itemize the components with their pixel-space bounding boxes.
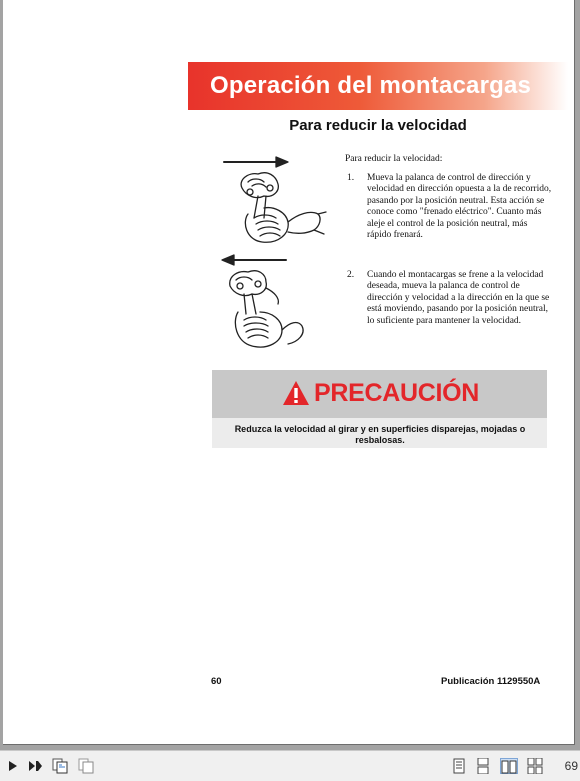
caution-title: PRECAUCIÓN (314, 379, 480, 407)
caution-box (212, 370, 547, 448)
current-page-number: 69 (564, 759, 578, 773)
play-icon[interactable] (5, 758, 21, 774)
step-number: 1. (347, 173, 355, 183)
intro-text: Para reducir la velocidad: (345, 154, 443, 164)
lever-forward-illustration (218, 152, 330, 252)
step-item (347, 173, 552, 253)
document-page (3, 0, 575, 745)
caution-text: Reduzca la velocidad al girar y en superficies disparejas, mojadas o resbalosas. (234, 424, 526, 445)
footer-publication: Publicación 1129550A (441, 676, 541, 687)
step-number: 2. (347, 270, 355, 280)
step-text: Cuando el montacargas se frene a la velocidad deseada, mueva la palanca de control de dirección y velocidad a la dirección en la que se está moviendo, pasando por la posición neutral, lo suficiente para mantener la velocidad. (367, 270, 550, 326)
lever-reverse-illustration (218, 252, 330, 358)
continuous-page-icon[interactable] (475, 758, 491, 774)
section-banner (188, 62, 568, 110)
single-page-icon[interactable] (451, 758, 467, 774)
two-page-icon[interactable] (500, 758, 518, 774)
two-page-continuous-icon[interactable] (527, 758, 543, 774)
footer-page-number: 60 (211, 676, 222, 687)
warning-triangle-icon (282, 380, 310, 406)
step-item (347, 270, 552, 340)
banner-title: Operación del montacargas (210, 72, 532, 99)
viewer-toolbar (0, 750, 580, 781)
fast-forward-icon[interactable] (27, 758, 43, 774)
duplicate-page-icon[interactable] (78, 758, 94, 774)
caution-header (212, 370, 547, 418)
step-text: Mueva la palanca de control de dirección y velocidad en dirección opuesta a la de recorrido, pasando por la posición neutral. Esta acción se conoce como "frenado eléctrico". Cuanto más aleje el control de la posición neutral, más rápido frenará. (367, 173, 552, 241)
copy-page-icon[interactable] (52, 758, 68, 774)
page-subtitle: Para reducir la velocidad (289, 117, 467, 134)
